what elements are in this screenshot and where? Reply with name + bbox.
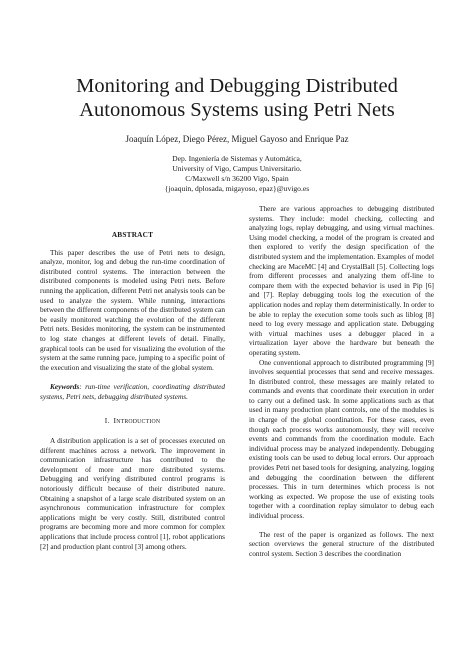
left-column <box>40 220 225 558</box>
affiliation-email: {joaquin, dplosada, migayoso, epaz}@uvigo.es <box>164 184 310 193</box>
keywords-label: Keywords <box>50 382 80 392</box>
paragraph-gap <box>249 521 434 530</box>
title-line-2: Autonomous Systems using Petri Nets <box>79 99 395 121</box>
affiliation-block <box>40 154 434 194</box>
affiliation-line: University of Vigo, Campus Universitario. <box>172 164 302 173</box>
section-numeral: I. <box>104 415 110 425</box>
section-title-rest: NTRODUCTION <box>116 418 161 425</box>
keywords-text: : run-time verification, coordinating distributed systems, Petri nets, debugging distributed systems. <box>40 382 225 401</box>
body-paragraph: There are various approaches to debugging distributed systems. They include: model checking, collecting and analyzing logs, replay debugging, and using virtual machines. Using model checking, a model of the program is created and then explored to verify the design specification of the distributed system and the implementation. Examples of model checking are MaceMC [4] and CrystalBall [5]. Collecting logs from different processes and analyzing them off-line to compare them with the expected behavior is used in Pip [6] and [7]. Replay debugging tools log the execution of the application nodes and replay them deterministically. In order to be able to replay the execution some tools such as liblog [8] need to log every message and application state. Debugging with virtual machines uses a debugger placed in a virtualization layer above the hardware but beneath the operating system. <box>249 204 434 357</box>
author-list: Joaquín López, Diego Pérez, Miguel Gayoso and Enrique Paz <box>125 134 349 144</box>
paper-title <box>40 0 434 122</box>
abstract-text: This paper describes the use of Petri nets to design, analyze, monitor, log and debug the run-time coordination of distributed control systems. The interaction between the distributed components is modeled using Petri nets. Before running the application, different Petri net analysis tools can be used to analyze the system. While running, interactions between the different components of the distributed system can be easily monitored watching the evolution of the different Petri nets. Besides monitoring, the system can be instrumented to log state changes at different levels of detail. Finally, graphical tools can be used for visualizing the evolution of the system at the same running pace, jumping to a specific point of the execution and visualizing the state of the global system. <box>40 247 225 372</box>
abstract-heading: ABSTRACT <box>111 230 154 239</box>
keywords-line <box>40 382 225 401</box>
affiliation-line: C/Maxwell s/n 36200 Vigo, Spain <box>185 174 289 183</box>
affiliation-line: Dep. Ingeniería de Sistemas y Automática, <box>172 154 302 163</box>
body-paragraph: One conventional approach to distributed programming [9] involves sequential processes that send and receive messages. In distributed control, these messages are mainly related to commands and events that coordinate their execution in order to carry out a defined task. In some applications such as that used in many production plant controls, one of the modules is in charge of the global coordination. For these cases, even though each process works autonomously, they will receive events and commands from the coordination module. Each individual process may be analyzed independently. Debugging existing tools can be used to debug local errors. Our approach provides Petri net based tools for designing, analyzing, logging and debugging the coordination between the different processes. This in turn determines which process is not working as expected. We propose the use of existing tools together with a coordination replay simulator to debug each individual process. <box>249 357 434 520</box>
right-column <box>249 204 434 558</box>
intro-paragraph: A distribution application is a set of processes executed on different machines across a network. The improvement in communication infrastructure has contributed to the development of more and more distributed systems. Debugging and verifying distributed control programs is notoriously difficult because of their distributed nature. Obtaining a snapshot of a large scale distributed system on an asynchronous communication infrastructure for complex applications might be very costly. Still, distributed control programs are becoming more and more common for complex applications that include process control [1], robot applications [2] and production plant control [3] among others. <box>40 436 225 551</box>
introduction-heading <box>40 416 225 428</box>
title-line-1: Monitoring and Debugging Distributed <box>76 75 398 97</box>
two-column-body <box>40 204 434 558</box>
body-paragraph: The rest of the paper is organized as follows. The next section overviews the general structure of the distributed control system. Section 3 describes the coordination <box>249 529 434 558</box>
section-initial: I <box>113 415 117 425</box>
